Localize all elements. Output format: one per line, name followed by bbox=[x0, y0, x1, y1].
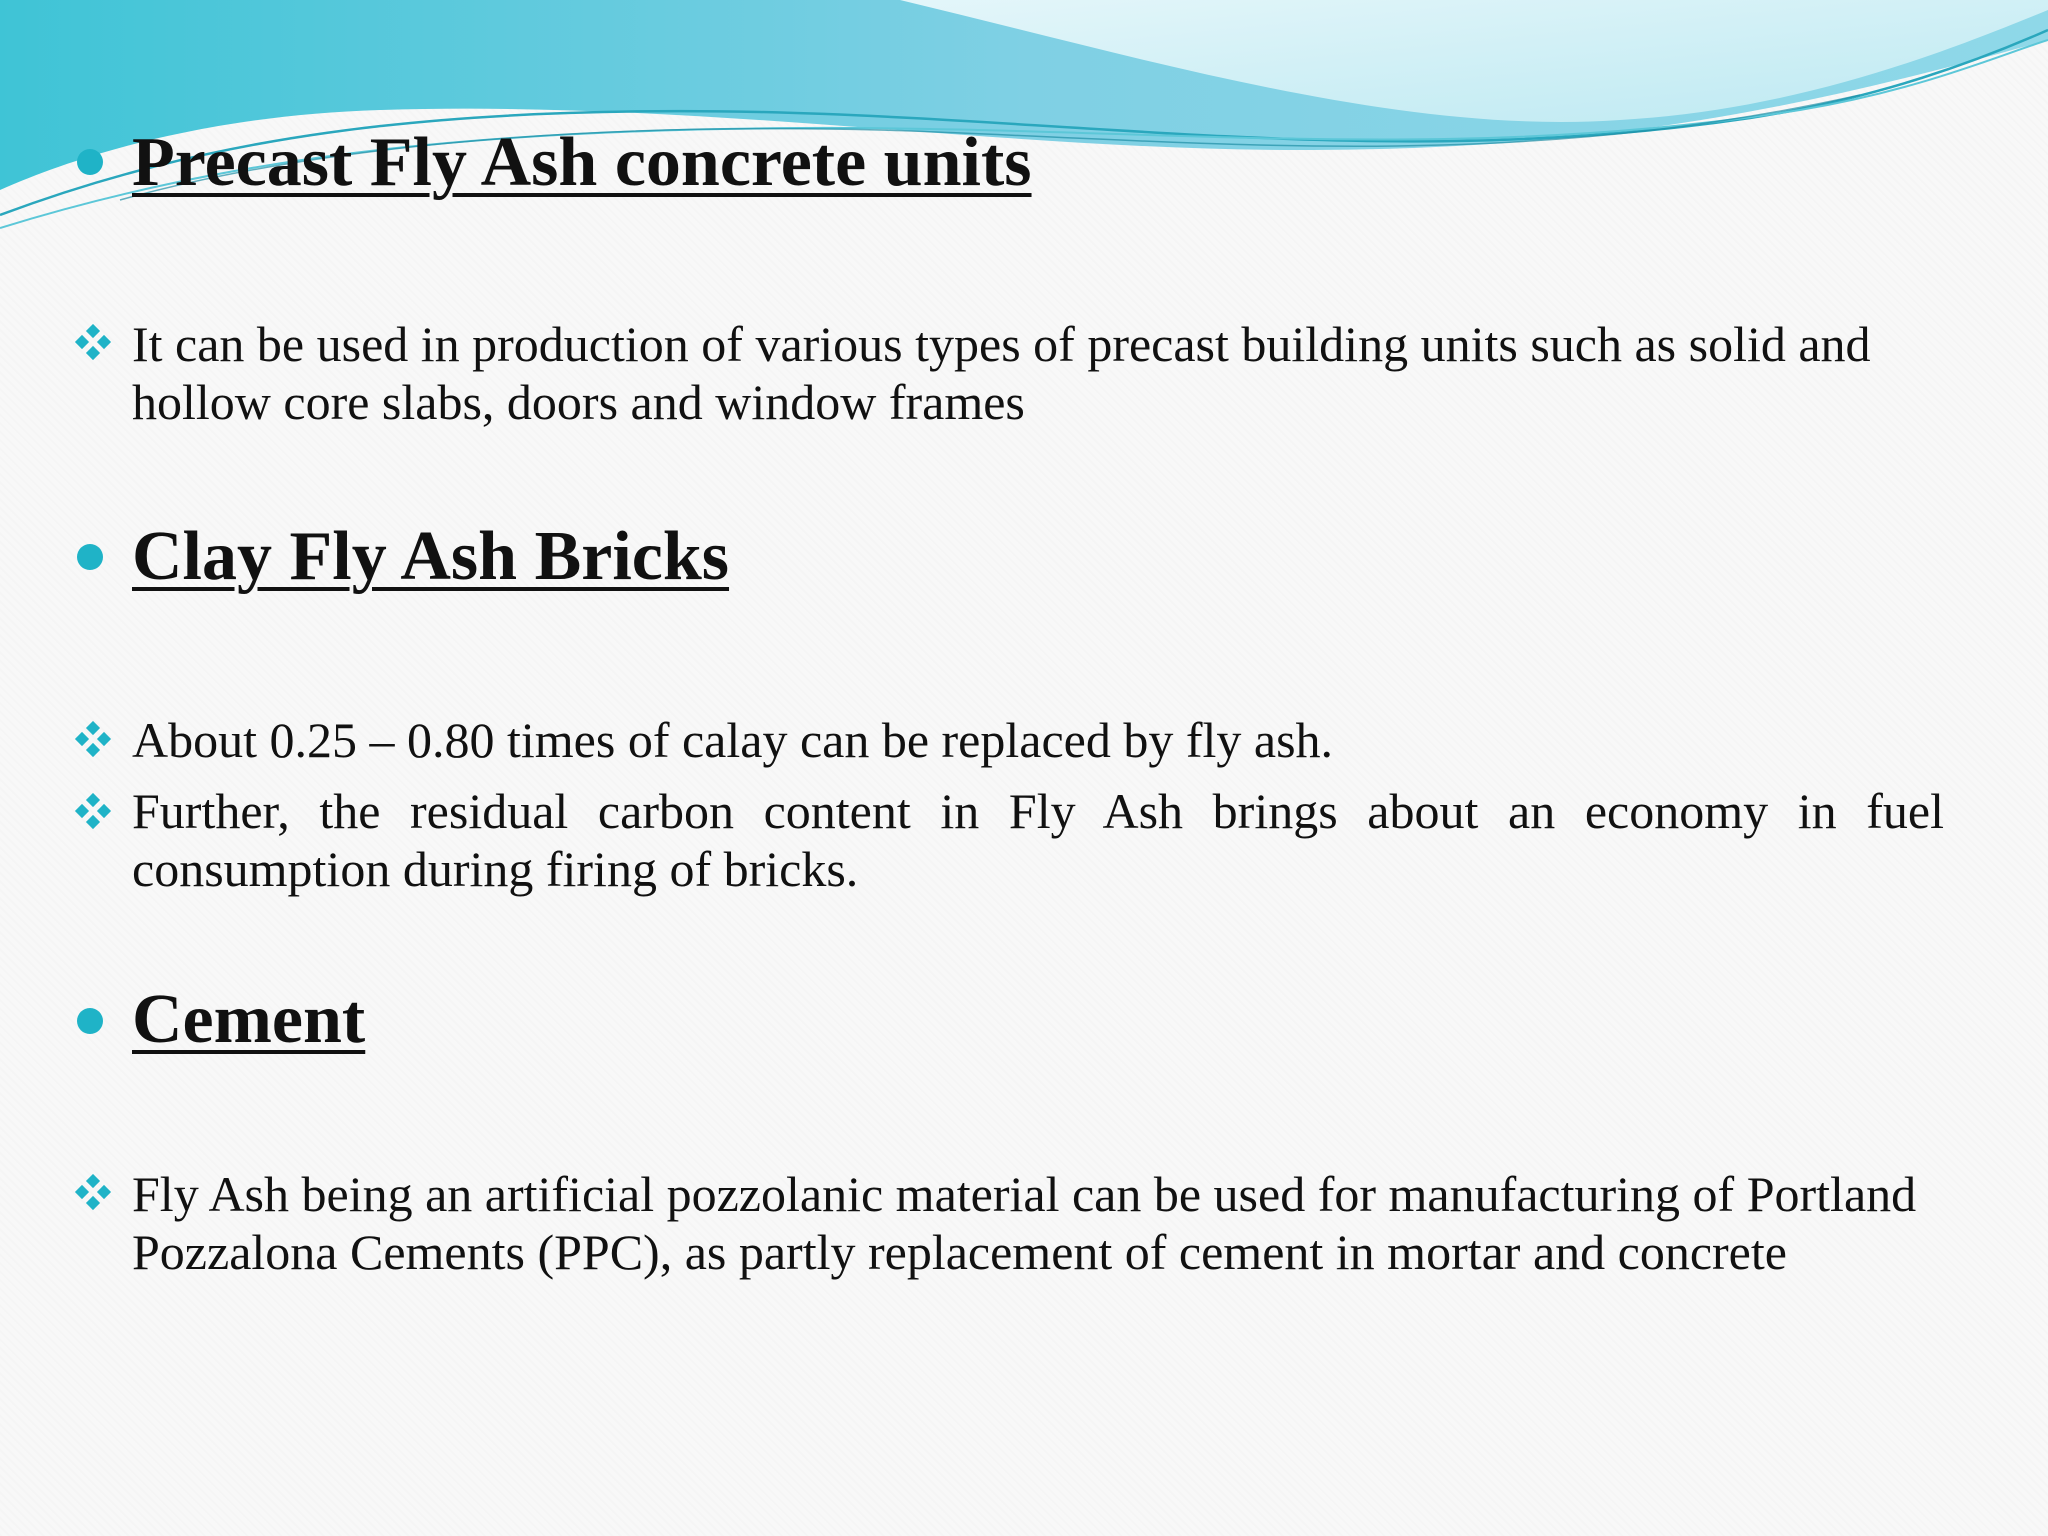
section-heading-cement: Cement bbox=[132, 981, 366, 1058]
bullet-dot-icon bbox=[77, 544, 103, 570]
wave-banner-decoration bbox=[0, 0, 2048, 240]
bullet-dot-icon bbox=[77, 149, 103, 175]
section-heading-precast: Precast Fly Ash concrete units bbox=[132, 124, 1032, 201]
point-cement-1: Fly Ash being an artificial pozzolanic material can be used for manufacturing of Portland Pozzalona Cements (PPC), as partly replacement of cement in mortar and concrete bbox=[132, 1166, 1917, 1280]
diamond-bullet-icon bbox=[74, 793, 114, 833]
diamond-bullet-icon bbox=[74, 324, 114, 364]
point-clay-1: About 0.25 – 0.80 times of calay can be replaced by fly ash. bbox=[132, 712, 1334, 768]
point-clay-2: Further, the residual carbon content in Fly Ash brings about an economy in fuel consumption during firing of bricks. bbox=[132, 783, 1944, 897]
section-heading-clay-bricks: Clay Fly Ash Bricks bbox=[132, 518, 730, 595]
point-precast-1: It can be used in production of various types of precast building units such as solid and hollow core slabs, doors and window frames bbox=[132, 316, 1871, 430]
diamond-bullet-icon bbox=[74, 721, 114, 761]
bullet-dot-icon bbox=[77, 1008, 103, 1034]
diamond-bullet-icon bbox=[74, 1174, 114, 1214]
